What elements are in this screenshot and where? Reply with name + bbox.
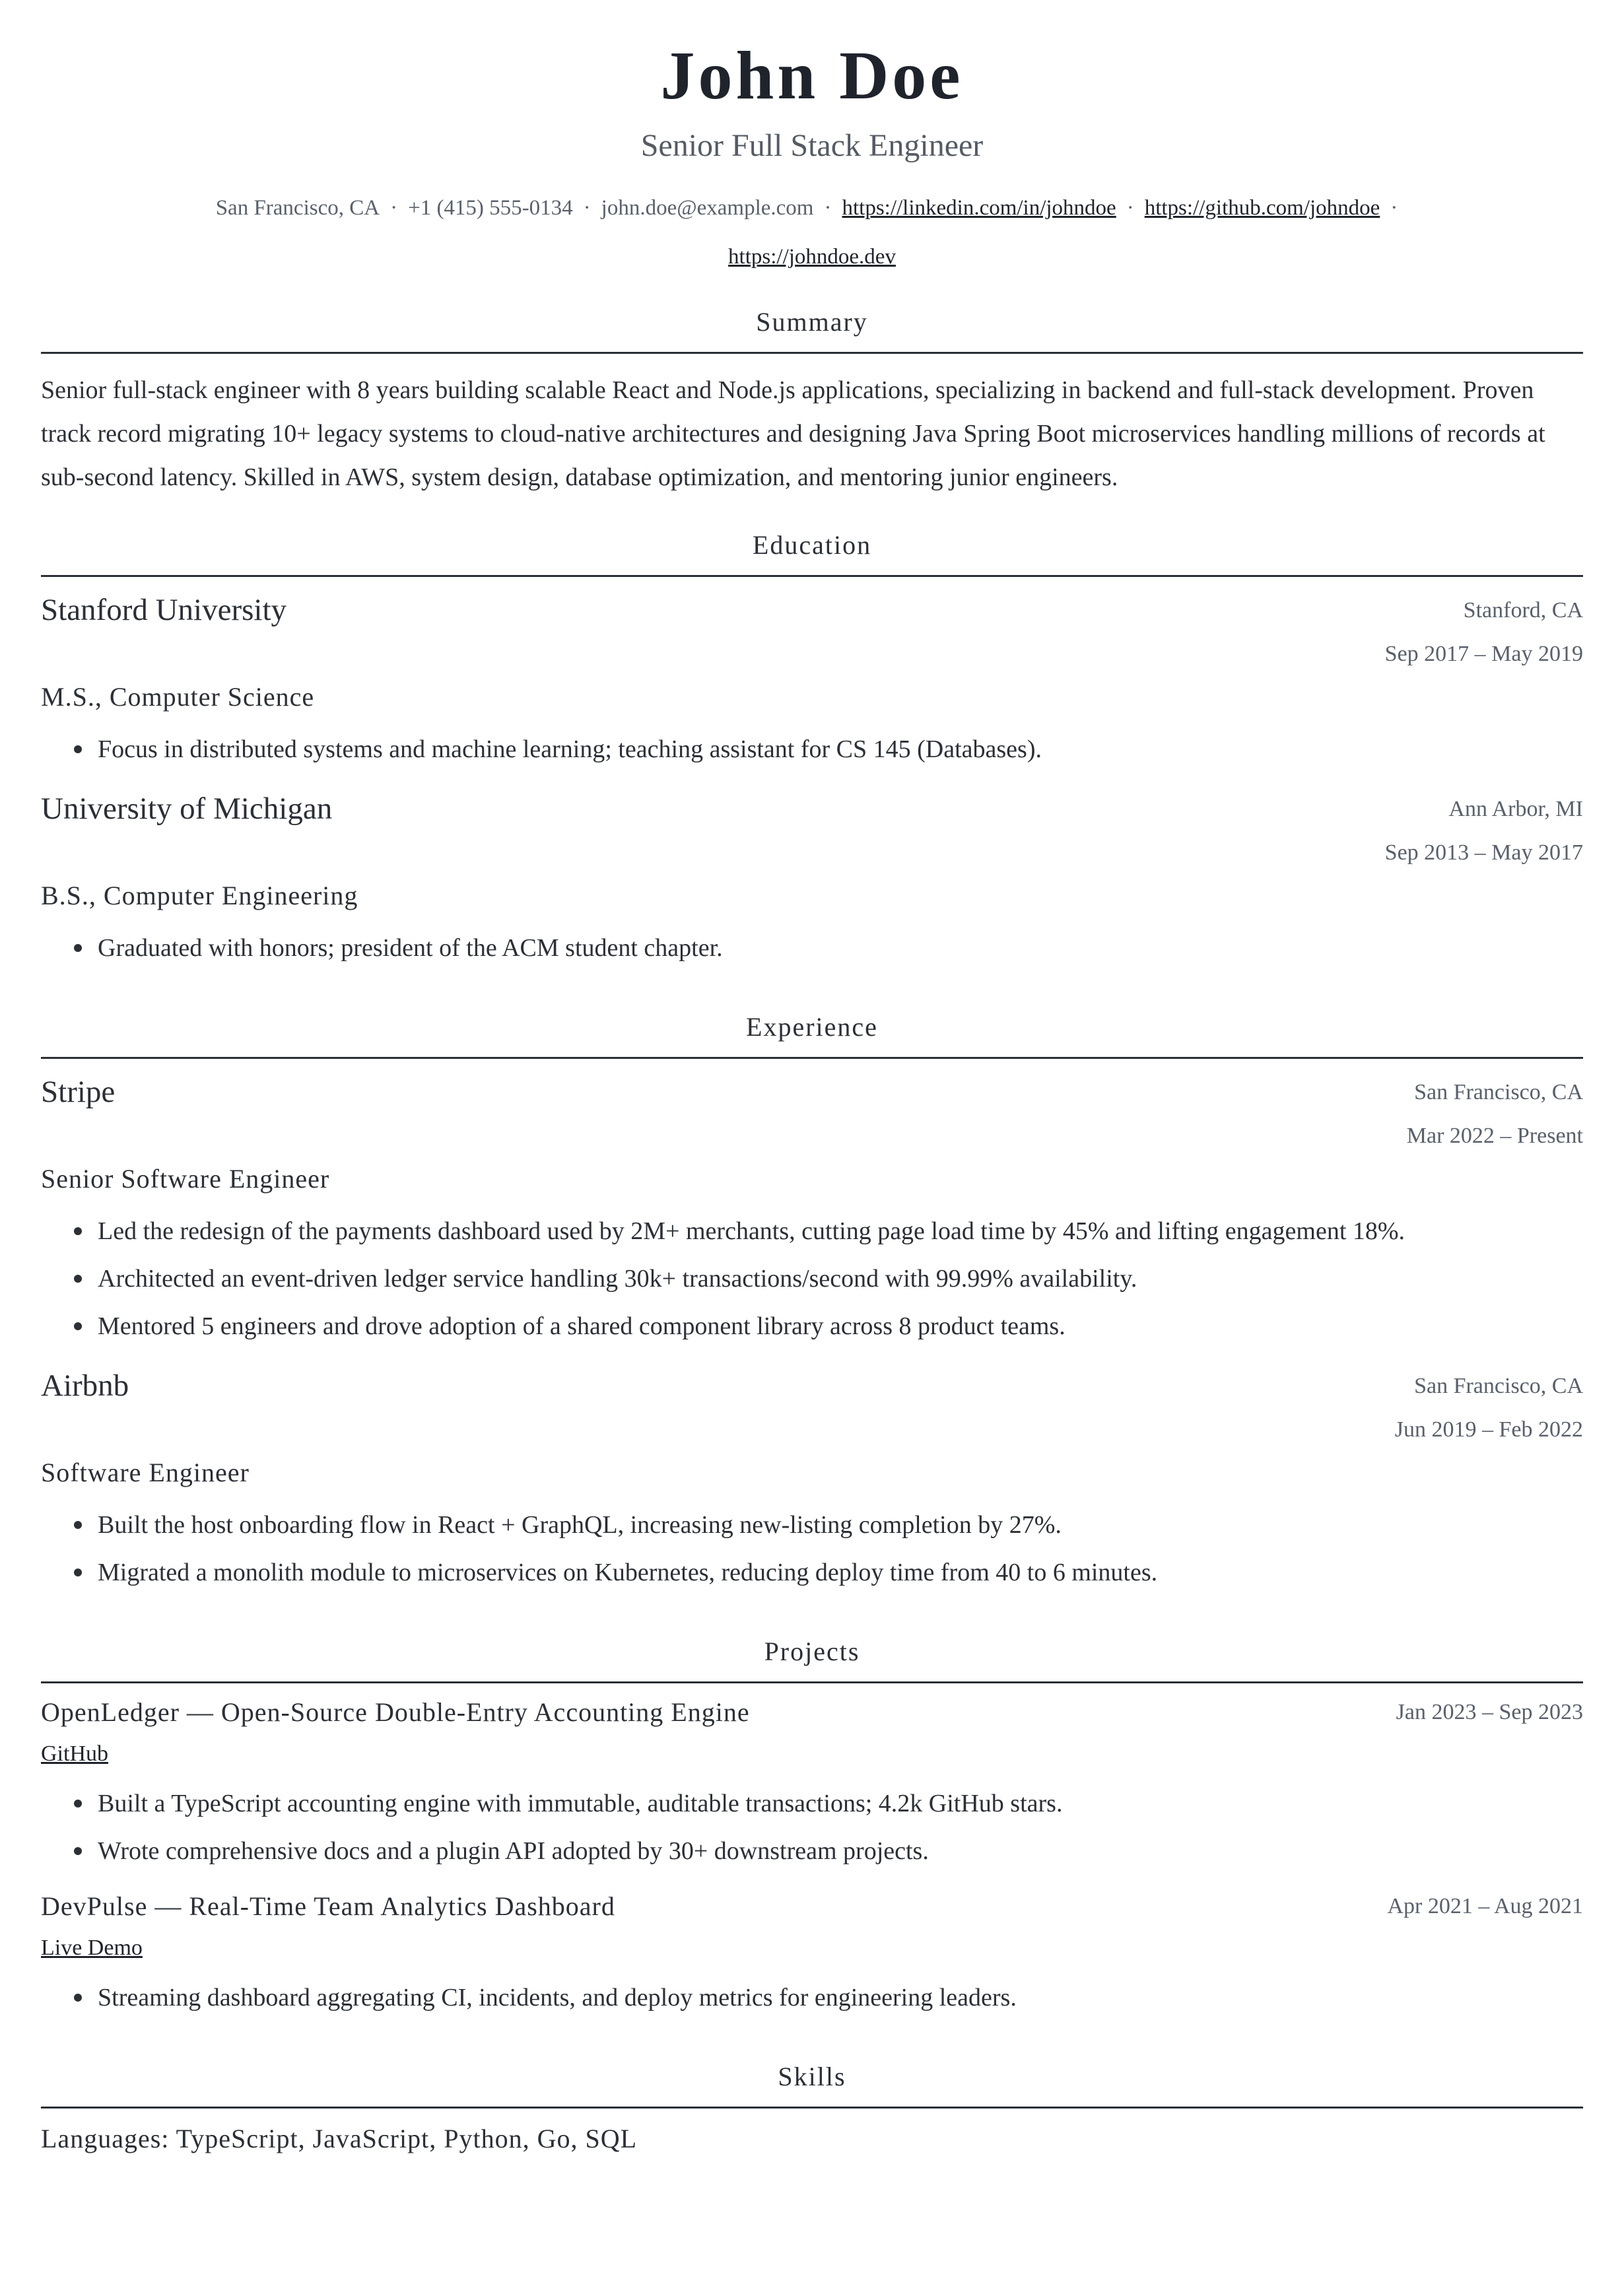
experience-entry	[41, 1365, 1583, 1596]
separator: ·	[1390, 195, 1398, 220]
skills-section	[41, 2061, 1583, 2154]
job-role: Software Engineer	[41, 1457, 250, 1487]
project-dates: Apr 2021 – Aug 2021	[1387, 1893, 1583, 1918]
bullet-list	[41, 726, 1583, 773]
bullet-list	[41, 1780, 1583, 1875]
job-role: Senior Software Engineer	[41, 1163, 330, 1194]
degree: M.S., Computer Science	[41, 681, 315, 712]
section-title-summary: Summary	[41, 306, 1583, 354]
education-section	[41, 529, 1583, 972]
project-name: DevPulse — Real-Time Team Analytics Dashboard	[41, 1891, 615, 1921]
summary-section	[41, 306, 1583, 499]
list-item: Architected an event-driven ledger service handling 30k+ transactions/second with 99.99% availability.	[98, 1255, 1583, 1302]
resume-content	[41, 0, 1583, 2154]
contact-location: San Francisco, CA	[215, 195, 380, 220]
list-item: Focus in distributed systems and machine learning; teaching assistant for CS 145 (Databases).	[98, 726, 1583, 773]
section-title-projects: Projects	[41, 1636, 1583, 1683]
section-title-skills: Skills	[41, 2061, 1583, 2109]
project-name: OpenLedger — Open-Source Double-Entry Accounting Engine	[41, 1697, 750, 1727]
list-item: Mentored 5 engineers and drove adoption of a shared component library across 8 product teams.	[98, 1302, 1583, 1350]
company-name: Stripe	[41, 1074, 116, 1109]
entry-meta	[1395, 1365, 1583, 1452]
section-title-experience: Experience	[41, 1011, 1583, 1059]
company-name: Airbnb	[41, 1368, 129, 1403]
entry-meta	[1385, 788, 1583, 875]
school-name: University of Michigan	[41, 791, 333, 826]
website-link[interactable]: https://johndoe.dev	[728, 244, 896, 269]
project-link[interactable]: Live Demo	[41, 1935, 143, 1960]
degree: B.S., Computer Engineering	[41, 880, 358, 910]
list-item: Built the host onboarding flow in React + GraphQL, increasing new-listing completion by 27%.	[98, 1501, 1583, 1549]
list-item: Migrated a monolith module to microservices on Kubernetes, reducing deploy time from 40 to 6 minutes.	[98, 1549, 1583, 1596]
bullet-list	[41, 1207, 1583, 1350]
list-item: Graduated with honors; president of the ACM student chapter.	[98, 924, 1583, 972]
contact-line	[41, 184, 1583, 281]
list-item: Built a TypeScript accounting engine with immutable, auditable transactions; 4.2k GitHub stars.	[98, 1780, 1583, 1827]
separator: ·	[1126, 195, 1134, 220]
experience-section	[41, 1011, 1583, 1596]
candidate-headline: Senior Full Stack Engineer	[640, 128, 984, 164]
school-location: Ann Arbor, MI	[1448, 796, 1583, 821]
bullet-list	[41, 1501, 1583, 1596]
job-dates: Mar 2022 – Present	[1406, 1123, 1583, 1148]
separator: ·	[583, 195, 591, 220]
entry-meta	[1385, 589, 1583, 676]
contact-phone: +1 (415) 555-0134	[408, 195, 573, 220]
job-location: San Francisco, CA	[1414, 1079, 1583, 1104]
separator: ·	[390, 195, 398, 220]
school-location: Stanford, CA	[1463, 597, 1583, 623]
entry-meta	[1407, 1071, 1583, 1158]
school-dates: Sep 2013 – May 2017	[1384, 840, 1583, 865]
project-link[interactable]: GitHub	[41, 1741, 108, 1766]
project-entry	[41, 1695, 1583, 1875]
list-item: Wrote comprehensive docs and a plugin API adopted by 30+ downstream projects.	[98, 1827, 1583, 1875]
contact-email: john.doe@example.com	[601, 195, 814, 220]
separator: ·	[824, 195, 832, 220]
job-location: San Francisco, CA	[1414, 1373, 1583, 1398]
project-entry	[41, 1889, 1583, 2021]
github-link[interactable]: https://github.com/johndoe	[1144, 195, 1380, 220]
summary-text: Senior full-stack engineer with 8 years building scalable React and Node.js applications, specializing in backend and full-stack development. Proven track record migrating 10+ legacy systems to cloud-native architectures and designing Java Spring Boot microservices handling millions of records at sub-second latency. Skilled in AWS, system design, database optimization, and mentoring junior engineers.	[41, 376, 1545, 491]
list-item: Streaming dashboard aggregating CI, incidents, and deploy metrics for engineering leaders.	[98, 1974, 1583, 2021]
skills-languages: Languages: TypeScript, JavaScript, Python, Go, SQL	[41, 2123, 638, 2153]
school-name: Stanford University	[41, 592, 287, 627]
bullet-list	[41, 1974, 1583, 2021]
job-dates: Jun 2019 – Feb 2022	[1394, 1417, 1583, 1442]
project-dates: Jan 2023 – Sep 2023	[1396, 1699, 1583, 1724]
education-entry	[41, 589, 1583, 773]
list-item: Led the redesign of the payments dashboard used by 2M+ merchants, cutting page load time by 45% and lifting engagement 18%.	[98, 1207, 1583, 1255]
projects-section	[41, 1636, 1583, 2021]
experience-entry	[41, 1071, 1583, 1350]
bullet-list	[41, 924, 1583, 972]
education-entry	[41, 788, 1583, 972]
section-title-education: Education	[41, 529, 1583, 577]
candidate-name: John Doe	[660, 38, 964, 114]
school-dates: Sep 2017 – May 2019	[1384, 641, 1583, 666]
linkedin-link[interactable]: https://linkedin.com/in/johndoe	[842, 195, 1116, 220]
